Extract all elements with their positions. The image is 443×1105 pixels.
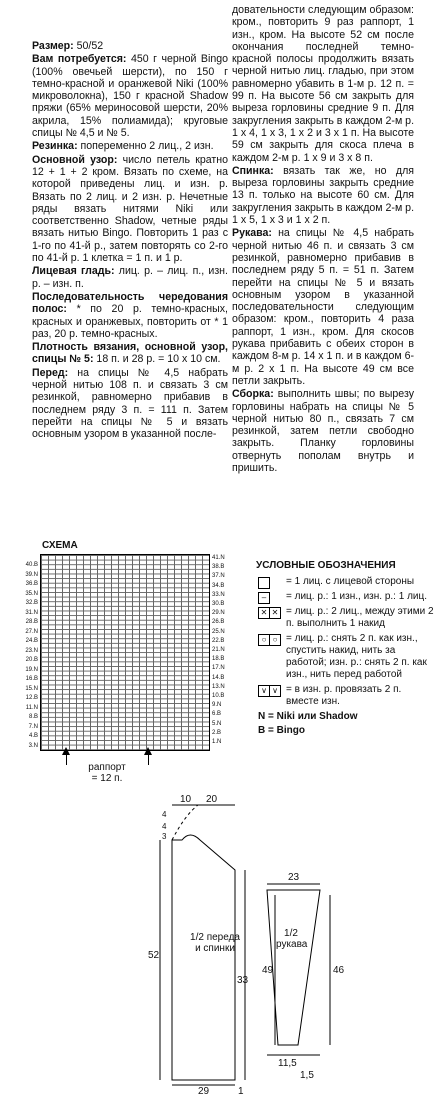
chart-row-label: 41.N xyxy=(212,555,225,561)
instruction-paragraph xyxy=(32,341,228,366)
chart-title: СХЕМА xyxy=(42,540,78,551)
dim-bottom-29: 29 xyxy=(198,1086,210,1097)
instruction-text: вязать так же, но для выреза горловины закрыть средние 13 п. только на высоте 60 см. Для закругления закрыть в каждом 2-м р. 1 х 5, 1 х 3 и 1 х 2 п. xyxy=(232,164,415,227)
empty-cell-icon xyxy=(258,577,269,588)
pattern-lines xyxy=(140,800,440,1100)
chart-row-label: 39.N xyxy=(25,571,38,578)
knitting-chart xyxy=(18,540,253,790)
instruction-label: Последовательность чередования полос: xyxy=(32,290,228,316)
instruction-label: Сборка: xyxy=(232,388,274,401)
legend-item-slip: ○ ○ = лиц. р.: снять 2 п. как изн., спустить накид, нить за работой; изн. р.: снять 2 п. как изн., нить перед работой xyxy=(256,633,436,681)
dim-side-a: 4 xyxy=(162,810,167,819)
legend-title: УСЛОВНЫЕ ОБОЗНАЧЕНИЯ xyxy=(256,560,396,571)
chart-row-label: 24.B xyxy=(25,638,38,644)
instruction-label: Перед: xyxy=(32,366,69,379)
chart-row-label: 23.N xyxy=(25,647,38,654)
chart-row-label: 32.B xyxy=(25,600,38,606)
dim-side-b: 4 xyxy=(162,822,167,831)
chart-row-label: 25.N xyxy=(212,628,225,635)
instruction-label: Спинка: xyxy=(232,164,274,177)
chart-row-label: 34.B xyxy=(212,582,225,589)
chart-row-label: 17.N xyxy=(212,665,225,672)
rapport-label: раппорт = 12 п. xyxy=(88,762,126,784)
chart-grid xyxy=(40,554,210,751)
dim-shoulder: 20 xyxy=(206,794,218,805)
chart-row-label: 31.N xyxy=(25,609,38,616)
instruction-label: Размер: xyxy=(32,40,74,52)
chart-row-label: 19.N xyxy=(25,666,38,673)
chart-row-label: 7.N xyxy=(28,723,38,730)
instruction-text: на спицы № 4,5 набрать черной нитью 46 п. и связать 3 см резинкой, равномерно прибавив в последнем ряду 5 п. = 51 п. Затем перейти на спицы № 5 и вязать основным узором в указанной последовательности следующим образом: кром., повторить 4 раза раппорт, 1 изн., кром. Для скосов рукава прибавить с обеих сторон в каждом 8-м р. 14 х 1 п. и в каждом 6-м р. 2 х 1 п. На высоте 49 см все петли закрыть. xyxy=(232,227,414,387)
chart-row-label: 12.B xyxy=(25,695,38,701)
legend-item-together: ∨ ∨ = в изн. р. провязать 2 п. вместе изн. xyxy=(256,684,436,708)
chart-row-label: 15.N xyxy=(25,685,38,692)
chart-row-label: 8.B xyxy=(28,714,38,720)
instruction-label: Плотность вязания, основной узор, спицы № 5: xyxy=(32,341,228,366)
instruction-paragraph xyxy=(32,53,228,139)
instruction-paragraph xyxy=(32,140,228,152)
chart-row-label: 13.N xyxy=(212,683,225,690)
instruction-text: выполнить швы; по вырезу горловины набрать на спицы № 5 черной нитью 80 п., связать 7 см резинкой, затем петли свободно закрыть. Планку горловины отвернуть пополам внутрь и пришить. xyxy=(232,388,414,474)
instruction-paragraph xyxy=(32,265,228,290)
chart-row-label: 27.N xyxy=(25,628,38,635)
chart-row-label: 30.B xyxy=(212,601,225,607)
dim-sleeve-h2: 46 xyxy=(333,965,345,976)
instruction-text: довательности следующим образом: кром., повторить 9 раз раппорт, 1 изн., кром. На высоте 52 см после окончания последней темно-красной полосы продолжить вязать черной нитью лиц. гладью, при этом равномерно убавить в 1-м р. 12 п. = 99 п. На высоте 56 см закрыть для выреза горловины средние 9 п. Для закругления закрыть в каждом 2-м р. 1 х 4, 1 х 3, 1 х 2 и 3 х 1 п. На высоте 59 см закрыть для скоса плеча в каждом 2-м р. 1 х 9 и 3 х 8 п. xyxy=(232,4,415,164)
legend-item-purl: – = лиц. р.: 1 изн., изн. р.: 1 лиц. xyxy=(256,591,436,603)
dim-neck: 10 xyxy=(180,794,192,805)
instruction-paragraph xyxy=(232,4,414,164)
chart-row-label: 38.B xyxy=(212,564,225,571)
chart-row-label: 22.B xyxy=(212,637,225,644)
dash-cell-icon: – xyxy=(258,592,269,603)
chart-row-label: 21.N xyxy=(212,647,225,653)
instruction-text: 50/52 xyxy=(73,40,104,52)
chart-row-label: 37.N xyxy=(212,573,225,580)
instruction-paragraph xyxy=(232,227,414,387)
instruction-label: Основной узор: xyxy=(32,153,118,166)
body-label: 1/2 переда и спинки xyxy=(190,932,240,954)
chart-row-label: 16.B xyxy=(25,676,38,682)
instruction-label: Лицевая гладь: xyxy=(32,265,115,278)
dim-sleeve-step: 1,5 xyxy=(300,1070,314,1081)
instruction-paragraph xyxy=(32,367,228,441)
instruction-text: 18 п. и 28 р. = 10 х 10 см. xyxy=(93,353,221,366)
instruction-text: 450 г черной Bingo (100% овечьей шерсти), по 150 г темно-красной и оранжевой Niki (100% микроволокна), 150 г красной Shadow пряжи (65% мериносовой шерсти, 20% акрила, 15% полиамида); круговые спицы № 4,5 и № 5. xyxy=(32,53,228,140)
chart-row-label: 18.B xyxy=(212,656,225,663)
dim-sleeve-bottom: 11,5 xyxy=(278,1058,297,1069)
chart-row-label: 33.N xyxy=(212,591,225,598)
instruction-text: лиц. р. – лиц. п., изн. р. – изн. п. xyxy=(32,265,228,290)
instruction-label: Резинка: xyxy=(32,140,78,153)
instruction-label: Вам потребуется: xyxy=(32,53,127,66)
chart-row-label: 35.N xyxy=(25,590,38,597)
chart-row-label: 28.B xyxy=(25,619,38,625)
chart-row-label: 5.N xyxy=(212,720,222,727)
v-cell-icon: ∨ ∨ xyxy=(258,685,280,696)
dim-height: 52 xyxy=(148,950,160,961)
rapport-arrow-right-icon xyxy=(148,749,149,765)
legend-item-knit: = 1 лиц. с лицевой стороны xyxy=(256,576,436,588)
sleeve-label: 1/2 рукава xyxy=(276,928,308,950)
chart-row-label: 40.B xyxy=(25,562,38,568)
cross-cell-icon: ✕ ✕ xyxy=(258,607,280,618)
legend-b-line: B = Bingo xyxy=(258,725,305,736)
dim-sleeve-h: 49 xyxy=(262,965,274,976)
instruction-paragraph xyxy=(232,388,414,474)
instructions-left-column xyxy=(32,40,228,442)
legend-n-line: N = Niki или Shadow xyxy=(258,711,358,722)
chart-row-label: 29.N xyxy=(212,610,225,617)
dim-sleeve-top: 23 xyxy=(288,872,300,883)
dim-bottom-1: 1 xyxy=(238,1086,244,1097)
pattern-diagram xyxy=(140,794,440,1100)
circle-cell-icon: ○ ○ xyxy=(258,634,280,645)
chart-row-label: 11.N xyxy=(25,704,38,711)
chart-row-label: 10.B xyxy=(212,693,225,699)
chart-row-label: 1.N xyxy=(212,739,222,745)
instruction-paragraph xyxy=(232,165,414,226)
instruction-label: Рукава: xyxy=(232,227,272,240)
instructions-right-column xyxy=(232,4,414,475)
instruction-text: число петель кратно 12 + 1 + 2 кром. Вязать по схеме, на которой приведены лиц. и изн. р. Вязать по 2 лиц. и 2 изн. р. Нечетные ряды вязать нитями Niki или соответственно Shadow, четные ряды вязать нитью Bingo. Повторить 1 раз с 1-го по 41-й р., затем повторять со 2-го по 41-й р. 1 клетка = 1 п. и 1 р. xyxy=(32,153,228,265)
instruction-paragraph xyxy=(32,154,228,265)
chart-row-label: 3.N xyxy=(28,742,38,749)
chart-row-label: 4.B xyxy=(28,733,38,739)
dim-side-c: 3 xyxy=(162,832,167,841)
dim-33: 33 xyxy=(237,975,249,986)
chart-row-label: 9.N xyxy=(212,702,222,709)
instruction-paragraph xyxy=(32,40,228,52)
chart-legend xyxy=(256,560,436,737)
instruction-paragraph xyxy=(32,291,228,340)
chart-row-label: 14.B xyxy=(212,674,225,681)
chart-row-label: 20.B xyxy=(25,657,38,663)
chart-row-label: 26.B xyxy=(212,619,225,626)
chart-row-label: 2.B xyxy=(212,729,222,736)
instruction-text: на спицы № 4,5 набрать черной нитью 108 п. и связать 3 см резинкой, равномерно прибавив в последнем ряду 3 п. = 111 п. Затем перейти на спицы № 5 и вязать основным узором в указанной после- xyxy=(32,366,228,441)
chart-row-label: 6.B xyxy=(212,711,222,718)
legend-item-yarnover: ✕ ✕ = лиц. р.: 2 лиц., между этими 2 п. выполнить 1 накид xyxy=(256,606,436,630)
instruction-text: попеременно 2 лиц., 2 изн. xyxy=(77,140,214,153)
chart-row-label: 36.B xyxy=(25,581,38,587)
instruction-text: * по 20 р. темно-красных, красных и оранжевых, повторить от * 1 раз, 20 р. темно-красных. xyxy=(32,303,228,340)
